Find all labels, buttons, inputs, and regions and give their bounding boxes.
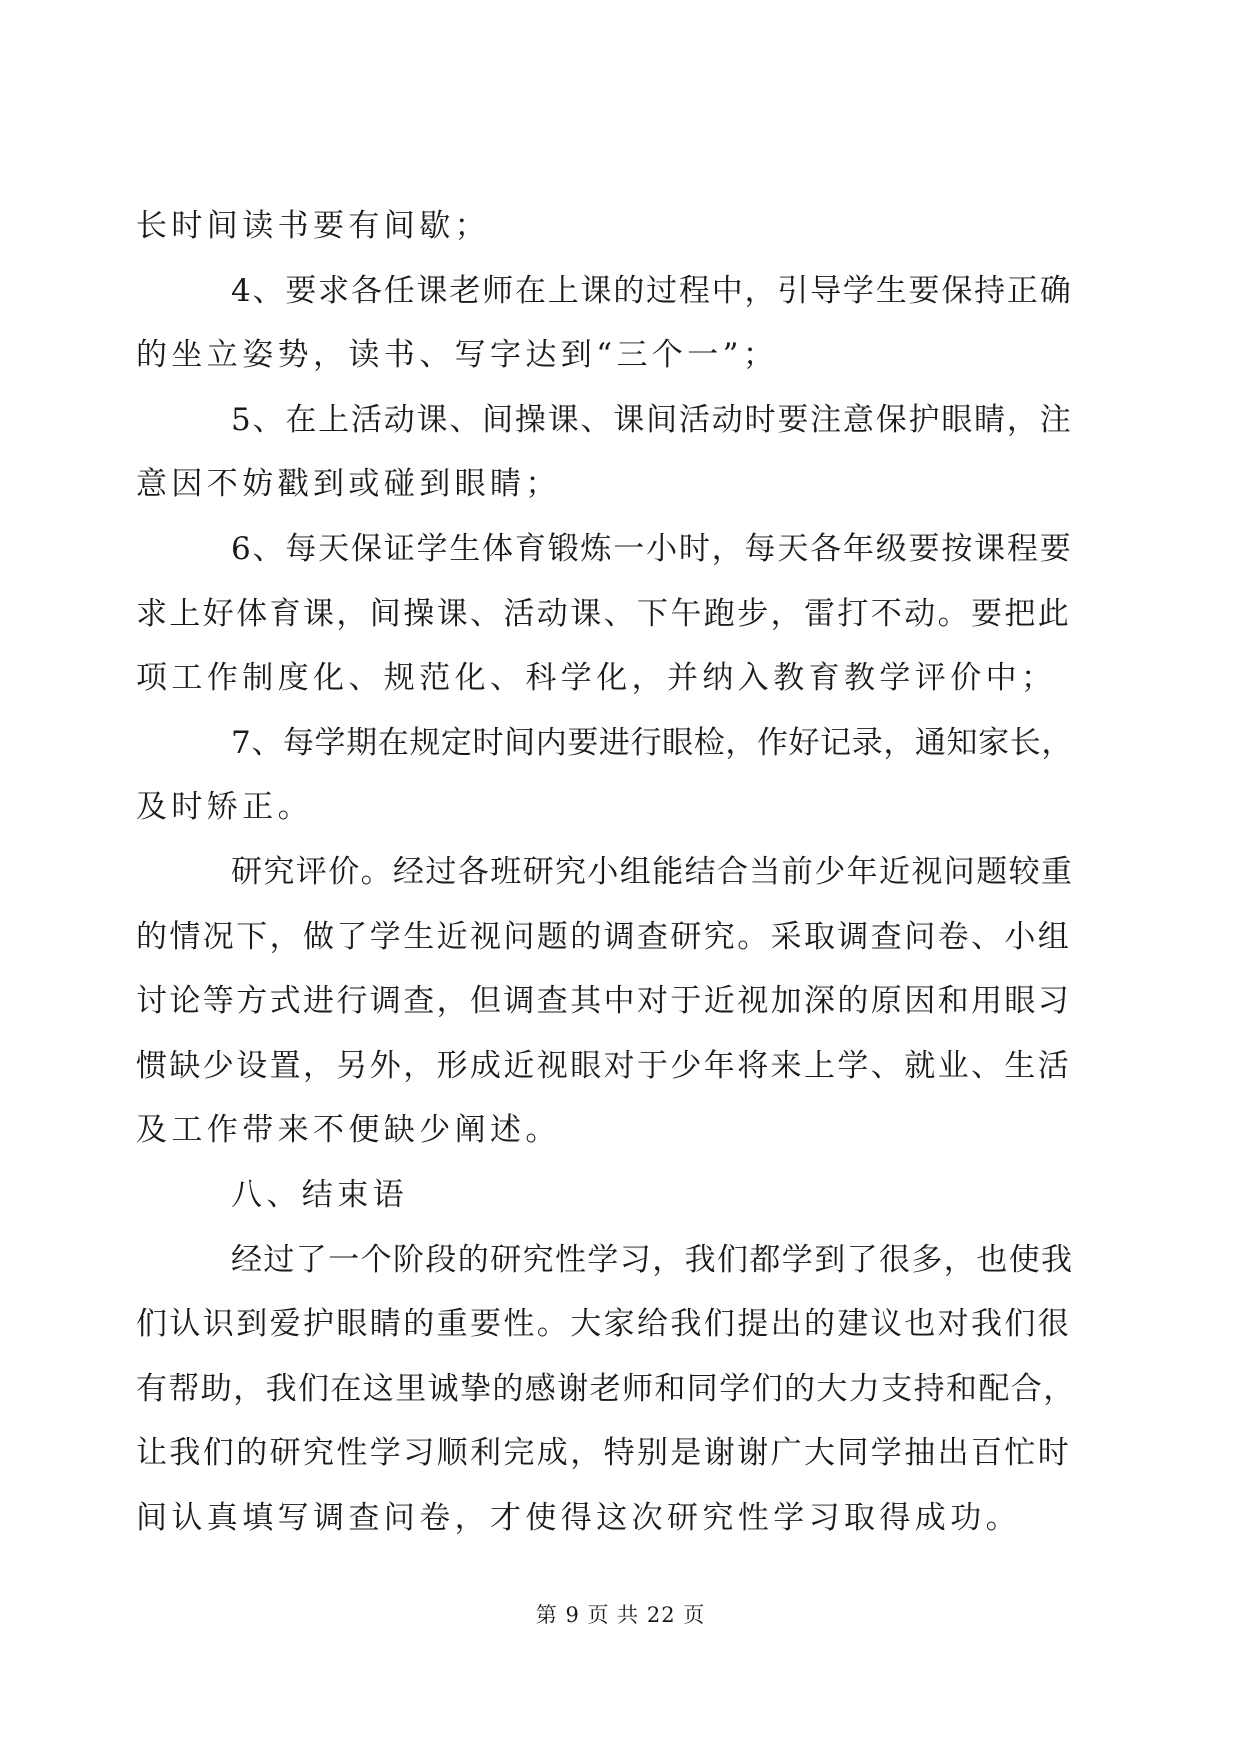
text-line: 意因不妨戳到或碰到眼睛； [136, 466, 561, 503]
page-footer: 第 9 页 共 22 页 [535, 1603, 706, 1627]
text-line: 的情况下，做了学生近视问题的调查研究。采取调查问卷、小组 [136, 918, 1072, 955]
text-line: 长时间读书要有间歇； [136, 208, 490, 244]
text-line: 的坐立姿势，读书、写字达到“三个一”； [136, 337, 779, 374]
text-line: 7、每学期在规定时间内要进行眼检，作好记录，通知家长， [231, 724, 1073, 761]
text-line: 及工作带来不便缺少阐述。 [136, 1112, 561, 1149]
text-line: 间认真填写调查问卷，才使得这次研究性学习取得成功。 [136, 1499, 1021, 1536]
text-line: 讨论等方式进行调查，但调查其中对于近视加深的原因和用眼习 [136, 983, 1072, 1020]
text-line: 及时矫正。 [136, 789, 313, 826]
text-line: 八、结束语 [231, 1176, 408, 1213]
text-line: 有帮助，我们在这里诚挚的感谢老师和同学们的大力支持和配合， [136, 1370, 1076, 1407]
text-line: 经过了一个阶段的研究性学习，我们都学到了很多，也使我 [231, 1241, 1074, 1278]
text-line: 让我们的研究性学习顺利完成，特别是谢谢广大同学抽出百忙时 [136, 1435, 1072, 1472]
text-line: 惯缺少设置，另外，形成近视眼对于少年将来上学、就业、生活 [136, 1047, 1072, 1084]
text-line: 求上好体育课，间操课、活动课、下午跑步，雷打不动。要把此 [136, 595, 1072, 632]
text-line: 4、要求各任课老师在上课的过程中，引导学生要保持正确 [231, 272, 1073, 309]
document-body [136, 194, 1076, 1550]
text-line: 研究评价。经过各班研究小组能结合当前少年近视问题较重 [231, 853, 1074, 890]
text-line: 项工作制度化、规范化、科学化，并纳入教育教学评价中； [136, 660, 1057, 697]
text-line: 5、在上活动课、间操课、课间活动时要注意保护眼睛，注 [231, 401, 1073, 438]
text-line: 6、每天保证学生体育锻炼一小时，每天各年级要按课程要 [231, 530, 1073, 567]
text-line: 们认识到爱护眼睛的重要性。大家给我们提出的建议也对我们很 [136, 1306, 1072, 1343]
